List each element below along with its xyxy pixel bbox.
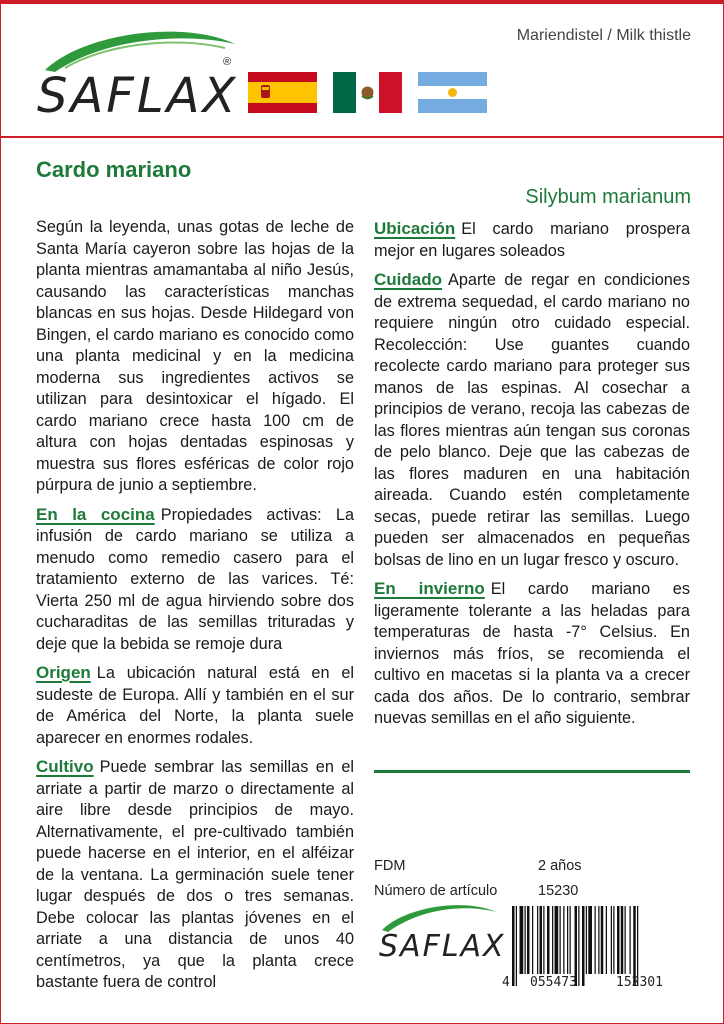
barcode-bar [540, 906, 543, 974]
invierno-heading: En invierno [374, 579, 485, 598]
barcode-bar [601, 906, 604, 974]
registered-mark: ® [223, 56, 232, 68]
origen-heading: Origen [36, 663, 91, 682]
barcode-bar [637, 906, 638, 986]
barcode-bar [552, 906, 553, 974]
barcode-bar [617, 906, 620, 974]
cuidado-section [374, 269, 690, 571]
saflax-logo-small [376, 898, 506, 968]
barcode-bar [563, 906, 564, 974]
article-number-value: 15230 [538, 883, 579, 899]
ubicacion-heading: Ubicación [374, 219, 456, 238]
barcode-bar [633, 906, 636, 986]
left-column [36, 217, 354, 1001]
barcode-bar [586, 906, 587, 974]
barcode-bar [598, 906, 599, 974]
barcode-bar [555, 906, 559, 974]
barcode-bar [516, 906, 517, 986]
barcode-bar [621, 906, 624, 974]
barcode [510, 906, 690, 986]
barcode-bar [537, 906, 538, 974]
invierno-section [374, 578, 690, 730]
cuidado-heading: Cuidado [374, 270, 442, 289]
section-divider [374, 770, 690, 773]
mexico-flag-icon [333, 72, 402, 113]
cocina-text: Propiedades activas: La infusión de cardo mariano se utiliza a menudo como remedio casero para el tratamiento externo de las varices. Té: Vierta 250 ml de agua hirviendo sobre dos cucharaditas de las semillas trituradas y deje que la bebida se remoje dura [36, 505, 355, 653]
ubicacion-section [374, 218, 690, 262]
barcode-bar [567, 906, 568, 974]
cocina-section [36, 504, 354, 656]
cultivo-section [36, 756, 354, 994]
intro-text: Según la leyenda, unas gotas de leche de Santa María cayeron sobre las hojas de la planta mientras amamantaba al niño Jesús, causando las características manchas blancas en sus hojas. Desde Hildegard von Bingen, el cardo mariano es conocido como una planta medicinal y en la medicina moderna sus ingredientes activos se utilizan para desintoxicar el hígado. El cardo mariano crece hasta 100 cm de altura con hojas dentadas espinosas y muestra sus flores esféricas de color rojo púrpura de junio a septiembre. [36, 218, 354, 494]
origen-section [36, 662, 354, 749]
barcode-digit-first: 4 [502, 975, 510, 990]
barcode-bar [512, 906, 515, 986]
spain-flag-icon [248, 72, 317, 113]
page-title: Cardo mariano [36, 157, 192, 182]
invierno-text: El cardo mariano es ligeramente tolerante a las heladas para temperaturas de hasta -7° Celsius. En inviernos más fríos, se recomienda el cultivo en macetas si la planta va a crecer cada dos años. De lo contrario, sembrar nuevas semillas en el año siguiente. [374, 580, 690, 727]
barcode-bar [520, 906, 524, 974]
argentina-flag-icon [418, 72, 487, 113]
saflax-logo [35, 22, 245, 122]
header-divider [0, 136, 724, 138]
barcode-bar [570, 906, 571, 974]
barcode-bar [588, 906, 592, 974]
right-column [374, 218, 690, 737]
barcode-bar [560, 906, 561, 974]
barcode-group-left: 055473 [530, 975, 577, 990]
barcode-bar [578, 906, 579, 986]
latin-name: Silybum marianum [525, 186, 691, 208]
barcode-bar [630, 906, 631, 974]
product-name: Mariendistel / Milk thistle [516, 27, 691, 44]
barcode-bar [606, 906, 607, 974]
cuidado-text: Aparte de regar en condiciones de extrema sequedad, el cardo mariano no requiere ningún otro cuidado especial. Recolección: Use guantes cuando recolecte cardo mariano para proteger sus manos de las espinas. Al cosechar a principios de verano, recoja las cabezas de las flores mientras aún tengan sus coronas de pelo blanco. Deje que las cabezas de las flores maduren en una habitación aireada. Cuando estén completamente secas, puede retirar las semillas. Luego pueden ser almacenados en pequeñas bolsas de lino en un lugar fresco y oscuro. [374, 271, 690, 569]
barcode-bar [527, 906, 530, 974]
logo-wordmark: SAFLAX [37, 68, 239, 124]
barcode-bar [595, 906, 596, 974]
barcode-bar [582, 906, 585, 986]
barcode-bar [532, 906, 533, 974]
barcode-bar [575, 906, 578, 986]
article-number-label: Número de artículo [374, 883, 498, 899]
barcode-bar [547, 906, 550, 974]
barcode-bar [613, 906, 614, 974]
barcode-bar [525, 906, 526, 974]
cocina-heading: En la cocina [36, 504, 155, 524]
barcode-bar [611, 906, 612, 974]
barcode-bar [625, 906, 626, 974]
cultivo-heading: Cultivo [36, 757, 94, 776]
intro-paragraph [36, 217, 354, 497]
cultivo-text: Puede sembrar las semillas en el arriate a partir de marzo o directamente al aire libre desde principios de mayo. Alternativamente, el pre-cultivado también puede hacerse en el interior, en el alféizar de la ventana. La germinación suele tener lugar después de dos o tres semanas. Debe colocar las plantas jóvenes en el arriate a una distancia de unos 40 centímetros, ya que la planta crece bastante fuera de control [36, 758, 354, 991]
fdm-label: FDM [374, 858, 406, 874]
origen-text: La ubicación natural está en el sudeste de Europa. Allí y también en el sur de América del Norte, la planta suele aparecer en enormes rodales. [36, 664, 354, 747]
barcode-bar [543, 906, 544, 974]
ubicacion-text: El cardo mariano prospera mejor en lugares soleados [374, 220, 690, 260]
fdm-value: 2 años [538, 858, 582, 874]
logo-wordmark-small: SAFLAX [379, 929, 506, 964]
barcode-group-right: 152301 [616, 975, 663, 990]
